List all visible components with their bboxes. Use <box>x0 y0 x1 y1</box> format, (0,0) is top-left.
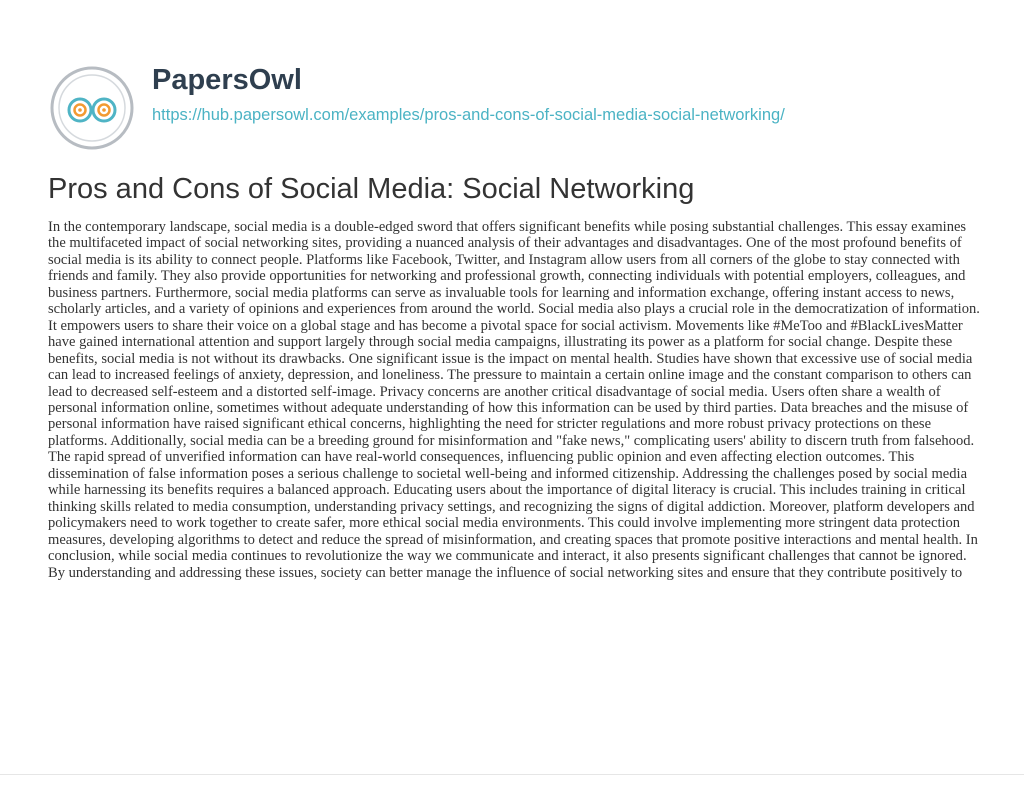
source-url-link[interactable]: https://hub.papersowl.com/examples/pros-and-cons-of-social-media-social-networking/ <box>152 106 785 124</box>
owl-eyes-icon[interactable] <box>48 64 136 152</box>
essay-body: In the contemporary landscape, social media is a double-edged sword that offers significant benefits while posing substantial challenges. This essay examines the multifaceted impact of social networking sites, providing a nuanced analysis of their advantages and disadvantages. One of the most profound benefits of social media is its ability to connect people. Platforms like Facebook, Twitter, and Instagram allow users from all corners of the globe to stay connected with friends and family. They also provide opportunities for networking and professional growth, connecting individuals with potential employers, colleagues, and business partners. Furthermore, social media platforms can serve as invaluable tools for learning and information exchange, offering instant access to news, scholarly articles, and a variety of opinions and experiences from around the world. Social media also plays a crucial role in the democratization of information. It empowers users to share their voice on a global stage and has become a pivotal space for social activism. Movements like #MeToo and #BlackLivesMatter have gained international attention and support largely through social media campaigns, illustrating its power as a platform for social change. Despite these benefits, social media is not without its drawbacks. One significant issue is the impact on mental health. Studies have shown that excessive use of social media can lead to increased feelings of anxiety, depression, and loneliness. The pressure to maintain a certain online image and the constant comparison to others can lead to decreased self-esteem and a distorted self-image. Privacy concerns are another critical disadvantage of social media. Users often share a wealth of personal information online, sometimes without adequate understanding of how this information can be used by third parties. Data breaches and the misuse of personal information have raised significant ethical concerns, highlighting the need for stricter regulations and more robust privacy protections on these platforms. Additionally, social media can be a breeding ground for misinformation and "fake news," complicating users' ability to discern truth from falsehood. The rapid spread of unverified information can have real-world consequences, influencing public opinion and even affecting election outcomes. This dissemination of false information poses a serious challenge to societal well-being and informed citizenship. Addressing the challenges posed by social media while harnessing its benefits requires a balanced approach. Educating users about the importance of digital literacy is crucial. This includes training in critical thinking skills related to media consumption, understanding privacy settings, and recognizing the signs of digital addiction. Moreover, platform developers and policymakers need to work together to create safer, more ethical social media environments. This could involve implementing more stringent data protection measures, developing algorithms to detect and reduce the spread of misinformation, and creating spaces that promote positive interactions and mental health. In conclusion, while social media continues to revolutionize the way we communicate and interact, it also presents significant challenges that cannot be ignored. By understanding and addressing these issues, society can better manage the influence of social networking sites and ensure that they contribute positively to <box>48 219 980 581</box>
page-title: Pros and Cons of Social Media: Social Networking <box>48 173 695 205</box>
bottom-divider <box>0 774 1024 775</box>
site-header <box>48 62 988 150</box>
brand-name: PapersOwl <box>152 64 302 96</box>
